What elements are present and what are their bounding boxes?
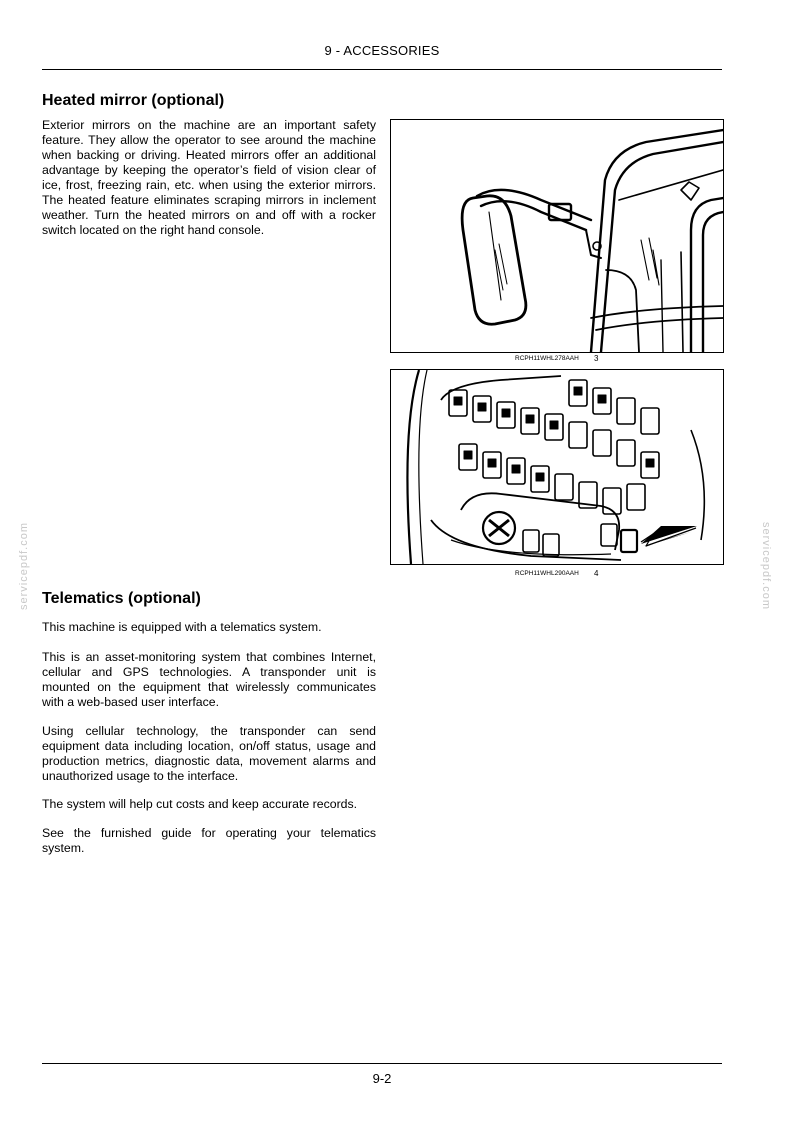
page-header-title: 9 - ACCESSORIES bbox=[324, 43, 440, 58]
header-rule bbox=[42, 69, 722, 70]
figure-3-number: 3 bbox=[594, 354, 599, 363]
page-number: 9-2 bbox=[372, 1071, 392, 1086]
watermark-left: servicepdf.com bbox=[17, 522, 30, 610]
watermark-right: servicepdf.com bbox=[759, 522, 772, 610]
footer-rule bbox=[42, 1063, 722, 1064]
heated-mirror-paragraph: Exterior mirrors on the machine are an important safety feature. They allow the operator to see around the machine when backing or driving. Heated mirrors offer an additional advantage by keeping the operator’s field of vision clear of ice, frost, freezing rain, etc. when using the exterior mirrors. The heated feature eliminates scraping mirrors in inclement weather. Turn the heated mirrors on and off with a rocker switch located on the right hand console. bbox=[42, 118, 376, 237]
telematics-paragraph-4: The system will help cut costs and keep accurate records. bbox=[42, 797, 358, 811]
telematics-paragraph-5: See the furnished guide for operating your telematics system. bbox=[42, 826, 376, 855]
right-console-switch-illustration bbox=[390, 369, 724, 565]
telematics-paragraph-3: Using cellular technology, the transponder can send equipment data including location, on/off status, usage and production metrics, diagnostic data, movement alarms and unauthorized usage to the interface. bbox=[42, 724, 376, 783]
figure-3-code: RCPH11WHL278AAH bbox=[515, 355, 579, 362]
telematics-paragraph-1: This machine is equipped with a telematics system. bbox=[42, 620, 322, 634]
telematics-paragraph-2: This is an asset-monitoring system that combines Internet, cellular and GPS technologies. A transponder unit is mounted on the equipment that wirelessly communicates with a web-based user interface. bbox=[42, 650, 376, 709]
figure-4-code: RCPH11WHL290AAH bbox=[515, 570, 579, 577]
telematics-heading: Telematics (optional) bbox=[42, 590, 201, 607]
heated-mirror-heading: Heated mirror (optional) bbox=[42, 92, 225, 109]
heated-mirror-illustration bbox=[390, 119, 724, 353]
figure-4-number: 4 bbox=[594, 569, 599, 578]
